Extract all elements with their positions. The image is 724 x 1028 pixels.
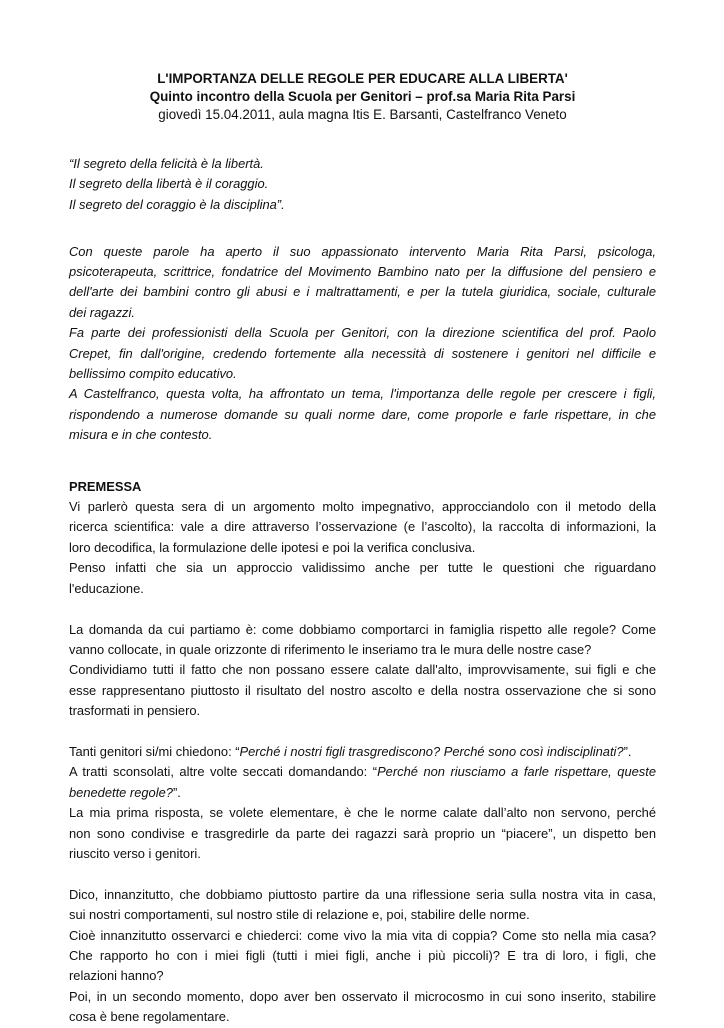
text-line: bellissimo compito educativo. bbox=[69, 366, 237, 382]
text-line: dei ragazzi. bbox=[69, 304, 135, 320]
paragraph bbox=[69, 660, 656, 721]
quoted-question: Perché i nostri figli trasgrediscono? Perché sono così indisciplinati? bbox=[239, 743, 624, 759]
text-segment: A tratti sconsolati, altre volte seccati domandando: “ bbox=[69, 764, 378, 780]
paragraph-group bbox=[69, 620, 656, 722]
document-subtitle: Quinto incontro della Scuola per Genitori – prof.sa Maria Rita Parsi bbox=[149, 89, 576, 104]
paragraph bbox=[69, 620, 656, 661]
text-line: Che rapporto ho con i miei figli (tutti i miei figli, anche i più piccoli)? E tra di loro, i figli, che bbox=[69, 947, 656, 963]
text-line: misura e in che contesto. bbox=[69, 427, 213, 443]
text-line: vanno collocate, in quale orizzonte di riferimento le inseriamo tra le mura delle nostre case? bbox=[69, 641, 592, 657]
section-heading-premessa: PREMESSA bbox=[69, 478, 142, 494]
paragraph bbox=[69, 242, 656, 324]
text-line: Crepet, fin dall'origine, credendo fortemente alla necessità di sostenere i genitori nel difficile e bbox=[69, 345, 656, 361]
text-line: Vi parlerò questa sera di un argomento molto impegnativo, approcciandolo con il metodo della bbox=[69, 499, 656, 515]
paragraph bbox=[69, 497, 656, 558]
opening-quote bbox=[69, 154, 656, 215]
text-line: Poi, in un secondo momento, dopo aver ben osservato il microcosmo in cui sono inserito, stabilire bbox=[69, 988, 656, 1004]
text-line bbox=[69, 783, 656, 803]
paragraph bbox=[69, 558, 656, 599]
document-header bbox=[69, 70, 656, 124]
text-segment: Tanti genitori si/mi chiedono: “ bbox=[69, 743, 240, 759]
text-line: Fa parte dei professionisti della Scuola per Genitori, con la direzione scientifica del prof. Paolo bbox=[69, 325, 656, 341]
text-segment: ”. bbox=[623, 743, 632, 759]
document-title: L'IMPORTANZA DELLE REGOLE PER EDUCARE ALLA LIBERTA' bbox=[157, 71, 568, 86]
introduction bbox=[69, 242, 656, 446]
document-page bbox=[69, 70, 656, 1028]
text-line: cosa è bene regolamentare. bbox=[69, 1009, 230, 1025]
text-line: l'educazione. bbox=[69, 580, 144, 596]
paragraph bbox=[69, 803, 656, 864]
quote-line: Il segreto della libertà è il coraggio. bbox=[69, 176, 269, 192]
paragraph bbox=[69, 323, 656, 384]
paragraph-group bbox=[69, 885, 656, 1028]
paragraph bbox=[69, 987, 656, 1028]
section-body bbox=[69, 497, 656, 1028]
text-line: esse rappresentano piuttosto il risultato del nostro ascolto e della nostra osservazione che si sono bbox=[69, 682, 656, 698]
text-line: Con queste parole ha aperto il suo appassionato intervento Maria Rita Parsi, psicologa, bbox=[69, 243, 656, 259]
text-line bbox=[69, 742, 656, 762]
quoted-question: benedette regole? bbox=[69, 784, 173, 800]
text-line bbox=[69, 762, 656, 782]
text-line: La mia prima risposta, se volete elementare, è che le norme calate dall’alto non servono, perché bbox=[69, 805, 656, 821]
text-line: relazioni hanno? bbox=[69, 968, 164, 984]
paragraph bbox=[69, 926, 656, 987]
quote-line: “Il segreto della felicità è la libertà. bbox=[69, 156, 264, 171]
text-line: Condividiamo tutti il fatto che non possano essere calate dall'alto, improvvisamente, sui figli e che bbox=[69, 662, 656, 678]
paragraph bbox=[69, 742, 656, 762]
text-line: non sono condivise e trasgredirle da parte dei ragazzi sarà proprio un “piacere”, un dispetto ben bbox=[69, 825, 656, 841]
text-line: dell'arte dei bambini contro gli abusi e i maltrattamenti, e per la tutela giuridica, sociale, culturale bbox=[69, 284, 656, 300]
text-line: trasformati in pensiero. bbox=[69, 703, 201, 719]
paragraph-group bbox=[69, 742, 656, 864]
text-line: Cioè innanzitutto osservarci e chiederci: come vivo la mia vita di coppia? Come sto nella mia casa? bbox=[69, 927, 656, 943]
text-segment: ”. bbox=[172, 784, 181, 800]
text-line: riuscito verso i genitori. bbox=[69, 845, 201, 861]
paragraph-group bbox=[69, 497, 656, 599]
text-line: rispondendo a numerose domande su quali norme dare, come proporle e farle rispettare, in che bbox=[69, 406, 656, 422]
quoted-question: Perché non riusciamo a farle rispettare, queste bbox=[377, 764, 656, 780]
text-line: A Castelfranco, questa volta, ha affrontato un tema, l'importanza delle regole per crescere i figli, bbox=[69, 386, 656, 402]
text-line: Penso infatti che sia un approccio validissimo anche per tutte le questioni che riguardano bbox=[69, 560, 656, 576]
paragraph bbox=[69, 762, 656, 803]
text-line: La domanda da cui partiamo è: come dobbiamo comportarci in famiglia rispetto alle regole? Come bbox=[69, 621, 656, 637]
text-line: ricerca scientifica: vale a dire attraverso l’osservazione (e l’ascolto), la raccolta di informazioni, la bbox=[69, 519, 656, 535]
quote-line: Il segreto del coraggio è la disciplina”. bbox=[69, 196, 285, 212]
paragraph bbox=[69, 885, 656, 926]
paragraph bbox=[69, 384, 656, 445]
text-line: loro decodifica, la formulazione delle ipotesi e poi la verifica conclusiva. bbox=[69, 539, 476, 555]
text-line: Dico, innanzitutto, che dobbiamo piuttosto partire da una riflessione seria sulla nostra vita in casa, bbox=[69, 886, 656, 902]
text-line: sui nostri comportamenti, sul nostro stile di relazione e, poi, stabilire delle norme. bbox=[69, 907, 530, 923]
text-line: psicoterapeuta, scrittrice, fondatrice del Movimento Bambino nato per la diffusione del pensiero e bbox=[69, 264, 656, 280]
event-date-location: giovedì 15.04.2011, aula magna Itis E. Barsanti, Castelfranco Veneto bbox=[158, 107, 567, 122]
